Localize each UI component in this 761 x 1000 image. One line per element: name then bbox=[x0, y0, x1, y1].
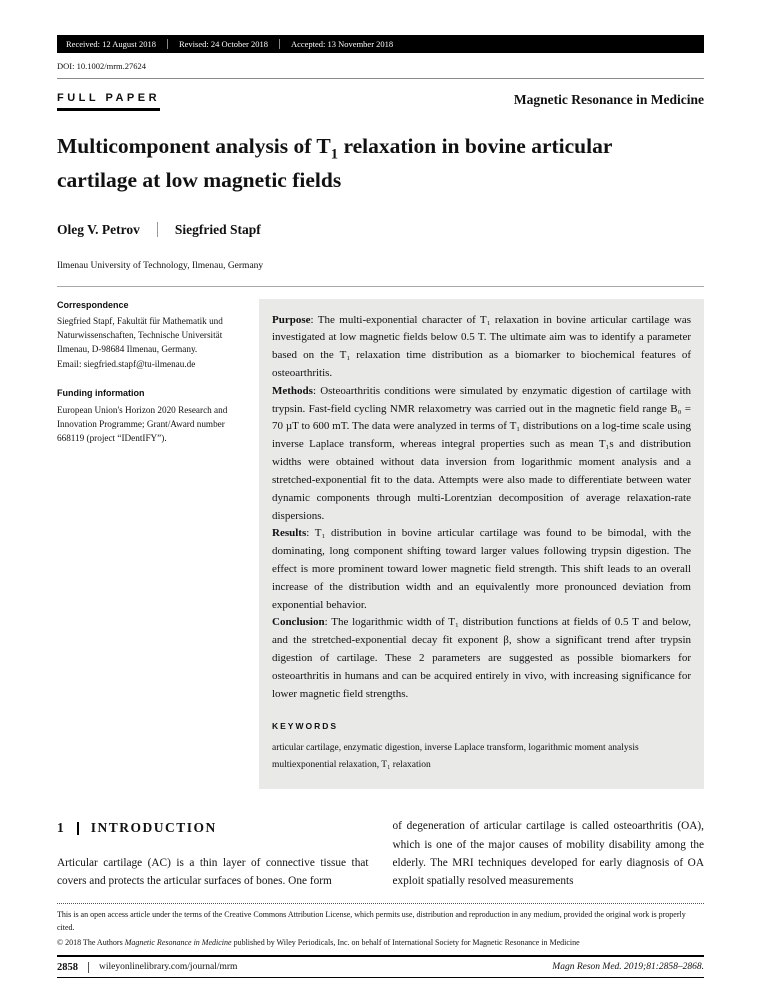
paper-title bbox=[57, 131, 697, 196]
article-type-label: FULL PAPER bbox=[57, 92, 160, 111]
abstract-purpose-text: : The multi-exponential character of T₁ relaxation in bovine articular cartilage was investigated at low magnetic fields below 0.5 T. The ultimate aim was to identify a parameter based on the T₁ relaxation time distribution as a biomarker to biochemical features of osteoarthritis. bbox=[272, 313, 691, 380]
copyright-journal: Magnetic Resonance in Medicine bbox=[124, 937, 232, 947]
page-number: 2858 bbox=[57, 961, 78, 973]
abstract-methods-label: Methods bbox=[272, 384, 313, 397]
correspondence-heading: Correspondence bbox=[57, 299, 129, 310]
title-text: Multicomponent analysis of T bbox=[57, 134, 331, 158]
abstract-conclusion-label: Conclusion bbox=[272, 616, 325, 629]
section-title: INTRODUCTION bbox=[90, 820, 217, 836]
funding-text: European Union's Horizon 2020 Research and Innovation Programme; Grant/Award number 668119 (project “IDentIFY”). bbox=[57, 404, 228, 443]
sidebar bbox=[57, 299, 233, 790]
abstract-purpose bbox=[272, 312, 691, 383]
correspondence-text: Siegfried Stapf, Fakultät für Mathematik und Naturwissenschaften, Technische Universität Ilmenau, D-98684 Ilmenau, Germany. bbox=[57, 316, 223, 355]
header-row bbox=[57, 92, 704, 111]
keywords-block bbox=[272, 720, 691, 773]
author-name: Siegfried Stapf bbox=[174, 221, 261, 237]
keywords-heading: KEYWORDS bbox=[272, 721, 339, 732]
citation: Magn Reson Med. 2019;81:2858–2868. bbox=[552, 962, 704, 973]
abstract-conclusion bbox=[272, 614, 691, 703]
abstract-methods bbox=[272, 383, 691, 526]
affiliation: Ilmenau University of Technology, Ilmenau, Germany bbox=[57, 260, 264, 271]
title-subscript: 1 bbox=[330, 146, 339, 163]
right-column bbox=[393, 817, 705, 890]
abstract-conclusion-text: : The logarithmic width of T₁ distribution functions at fields of 0.5 T and below, and the stretched-exponential decay fit exponent β, show a significant trend after trypsin digestion of cartilage. These 2 parameters are suggested as possible biomarkers for osteoarthritis in humans and can be acquired entirely in vivo, with increasing significance for lower magnetic field strengths. bbox=[272, 616, 691, 700]
page-footer bbox=[57, 903, 704, 978]
bottom-bar-left bbox=[57, 962, 237, 973]
author-list bbox=[57, 222, 704, 238]
body-paragraph: of degeneration of articular cartilage is called osteoarthritis (OA), which is one of the major causes of mobility disability among the elderly. The MRI techniques developed for early diagnosis of OA exploit spatially resolved measurements bbox=[392, 820, 704, 887]
abstract-results-label: Results bbox=[272, 527, 307, 540]
doi: DOI: 10.1002/mrm.27624 bbox=[57, 61, 147, 71]
author-name: Oleg V. Petrov bbox=[57, 221, 140, 237]
received-date: Received: 12 August 2018 bbox=[66, 39, 156, 49]
bottom-bar bbox=[57, 955, 704, 978]
dotted-rule bbox=[57, 903, 704, 904]
journal-name: Magnetic Resonance in Medicine bbox=[513, 92, 704, 107]
header-rule bbox=[57, 78, 704, 79]
divider bbox=[167, 39, 168, 49]
journal-url[interactable]: wileyonlinelibrary.com/journal/mrm bbox=[99, 962, 238, 973]
left-column bbox=[57, 817, 369, 890]
section-rule bbox=[57, 286, 704, 287]
keywords-list: articular cartilage, enzymatic digestion, inverse Laplace transform, logarithmic moment analysis multiexponential relaxation, T₁ relaxation bbox=[272, 743, 639, 770]
abstract-region bbox=[57, 299, 704, 790]
divider bbox=[279, 39, 280, 49]
revised-date: Revised: 24 October 2018 bbox=[178, 39, 268, 49]
correspondence-block bbox=[57, 299, 233, 373]
copyright-line bbox=[57, 938, 704, 947]
funding-block bbox=[57, 387, 233, 446]
correspondence-email[interactable]: Email: siegfried.stapf@tu-ilmenau.de bbox=[57, 359, 196, 370]
divider bbox=[88, 962, 89, 973]
divider bbox=[77, 822, 79, 835]
copyright-suffix: published by Wiley Periodicals, Inc. on behalf of International Society for Magnetic Resonance in Medicine bbox=[231, 937, 580, 947]
abstract-results bbox=[272, 525, 691, 614]
abstract-results-text: : T₁ distribution in bovine articular cartilage was found to be bimodal, with the dominating, long component shifting toward larger values following trypsin digestion. The effect is more prominent toward lower magnetic field strength. This shift leads to an overall increase of the distribution width and an equivalently more pronounced deviation from exponential behavior. bbox=[272, 527, 691, 611]
body-paragraph: Articular cartilage (AC) is a thin layer of connective tissue that covers and protects the articular surfaces of bones. One form bbox=[57, 857, 369, 888]
title-text: relaxation in bovine articular cartilage at low magnetic fields bbox=[57, 134, 613, 193]
body-columns bbox=[57, 817, 704, 890]
section-heading bbox=[57, 817, 369, 839]
accepted-date: Accepted: 13 November 2018 bbox=[290, 39, 394, 49]
license-text: This is an open access article under the terms of the Creative Commons Attribution License, which permits use, distribution and reproduction in any medium, provided the original work is properly cited. bbox=[57, 910, 686, 932]
dates-bar bbox=[57, 35, 704, 53]
abstract-purpose-label: Purpose bbox=[272, 313, 311, 326]
copyright-prefix: © 2018 The Authors bbox=[57, 937, 125, 947]
section-number: 1 bbox=[57, 820, 66, 836]
divider bbox=[157, 222, 158, 237]
funding-heading: Funding information bbox=[57, 388, 145, 399]
abstract-methods-text: : Osteoarthritis conditions were simulated by enzymatic digestion of cartilage with trypsin. Fast-field cycling NMR relaxometry was carried out in the magnetic field range B₀ = 70 µT to 600 mT. The data were analyzed in terms of T₁ distributions on a log-time scale using inverse Laplace transform, whereas integral properties such as mean T₁s and distribution widths were obtained without data inversion from logarithmic moment analysis and a stretched-exponential fit to the data. Attempts were also made to differentiate between water dynamic components through multi-Lorentzian decomposition of average relaxation-rate dispersions. bbox=[272, 384, 691, 522]
abstract-box bbox=[259, 299, 704, 790]
